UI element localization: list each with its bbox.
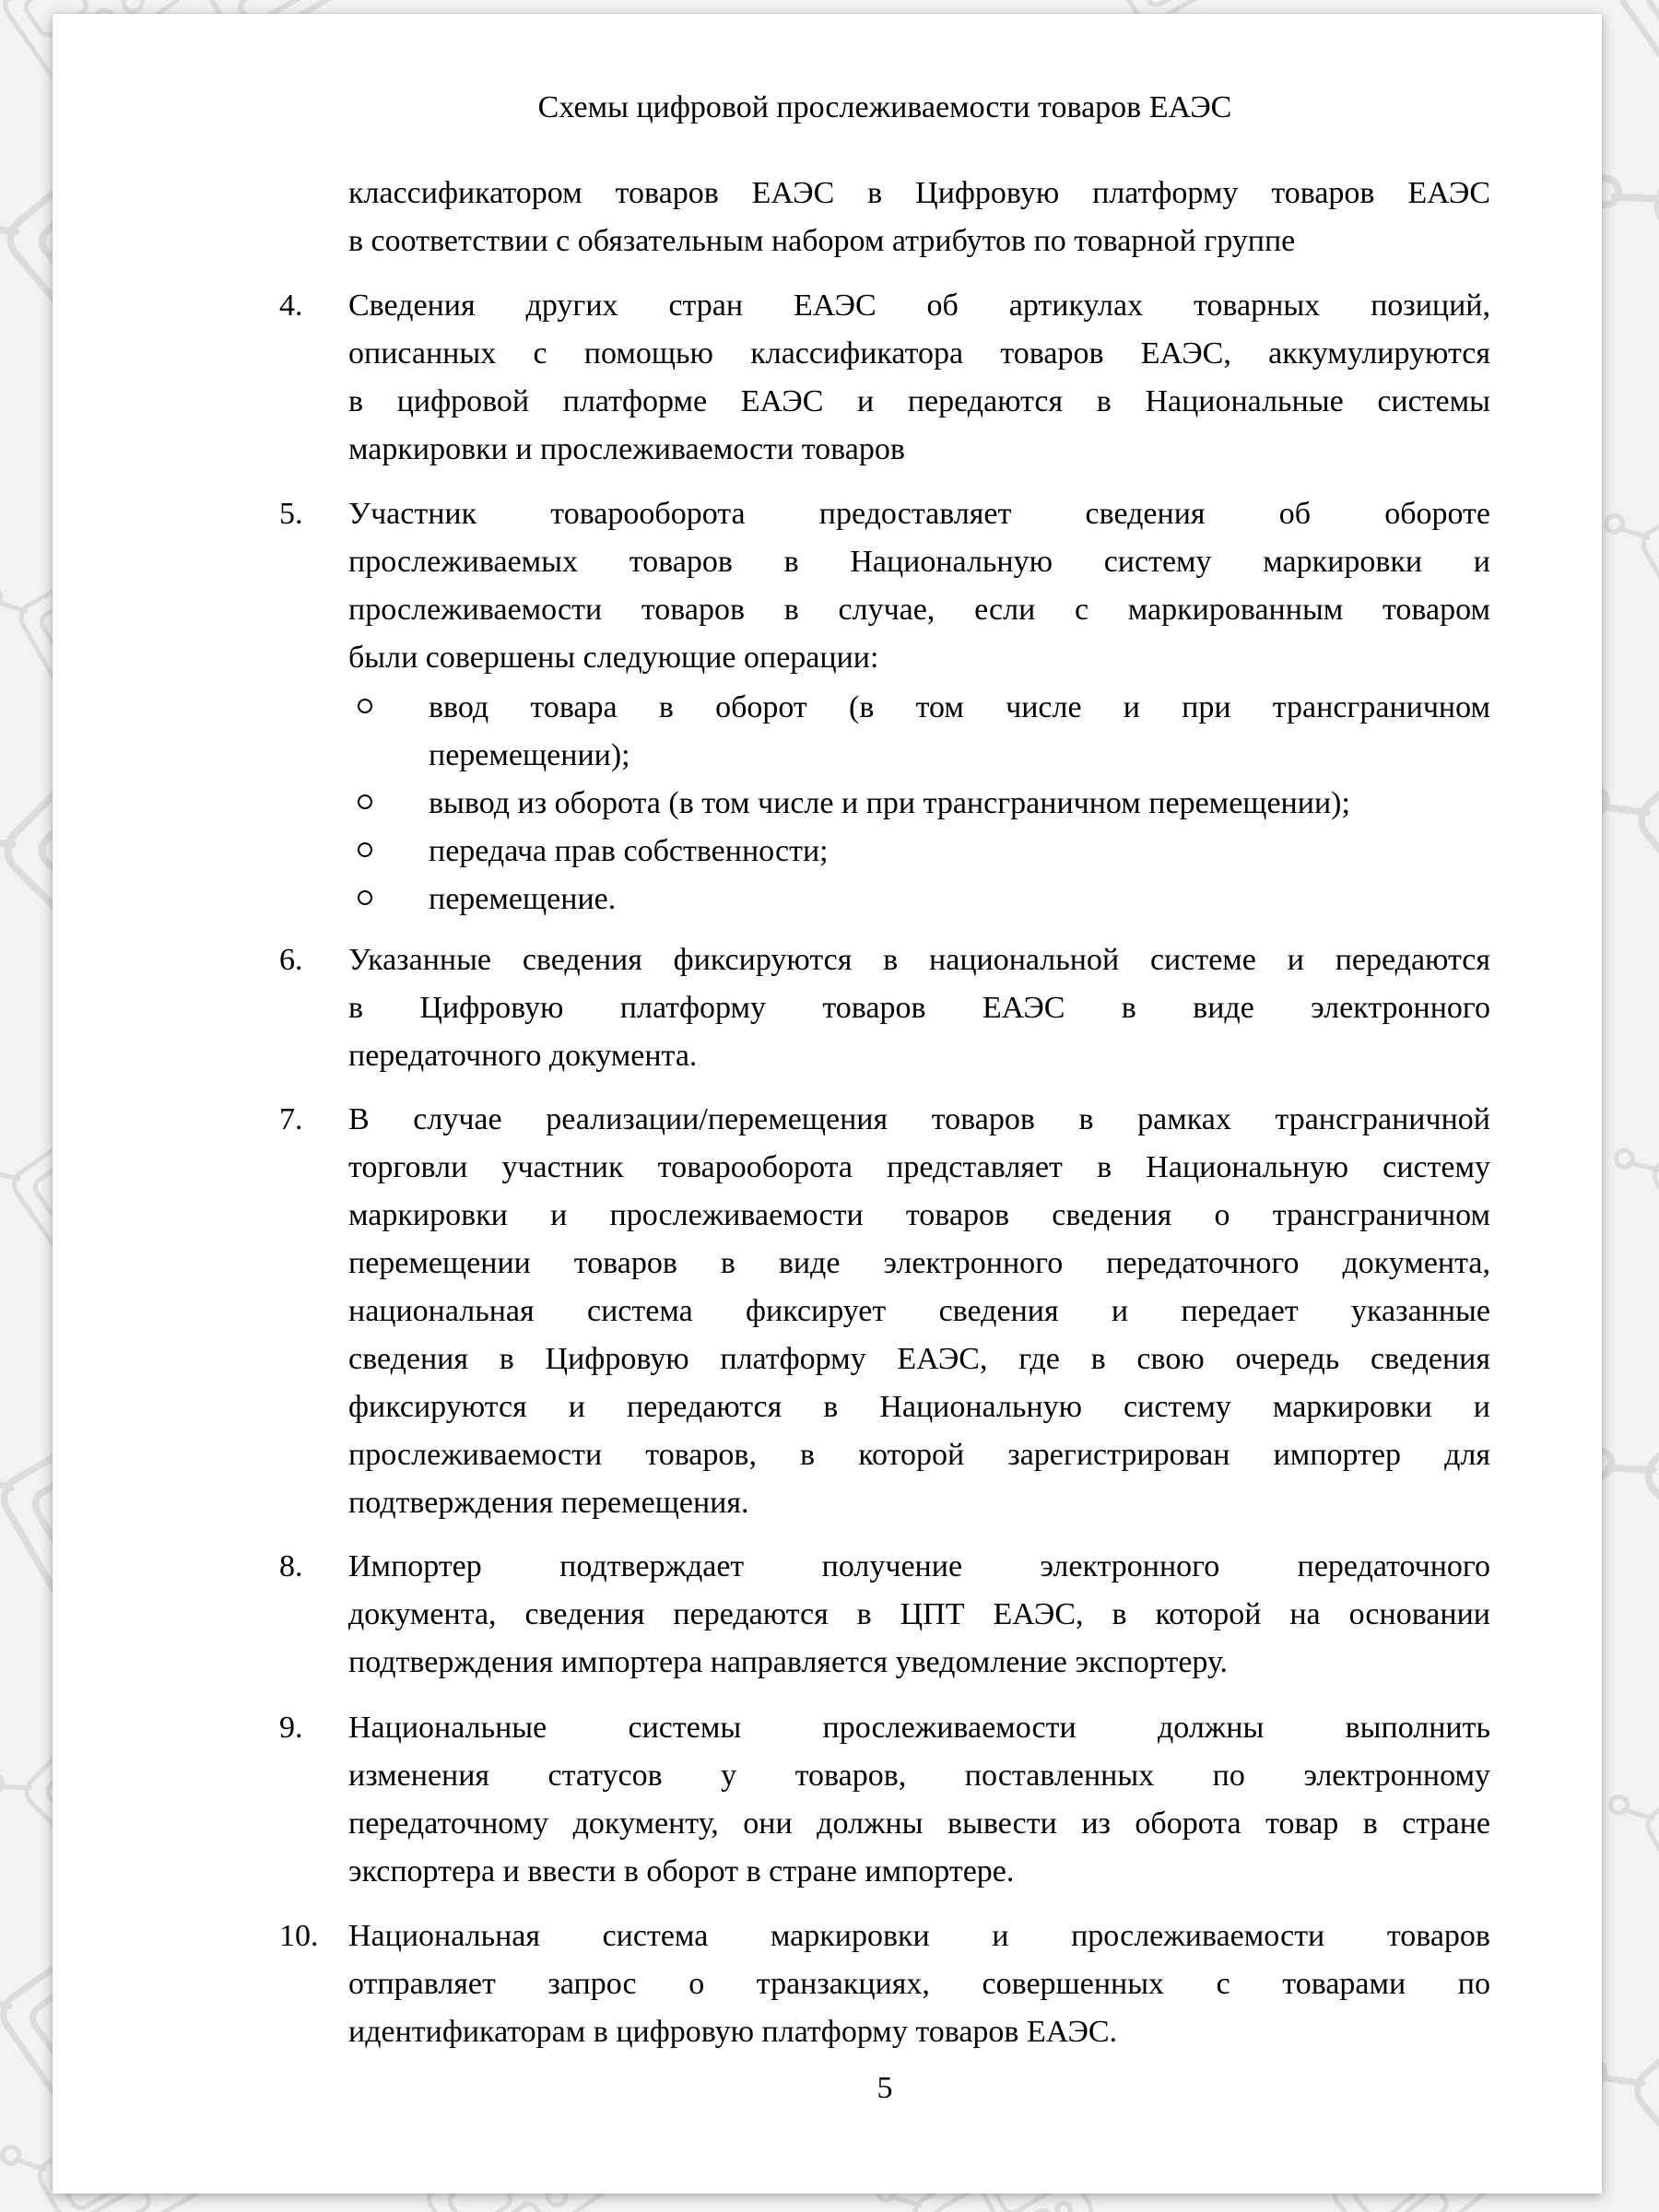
text-line: подтверждения импортера направляется уведомление экспортеру. bbox=[348, 1645, 1229, 1679]
bullet-item bbox=[279, 780, 1490, 828]
bullet-item bbox=[279, 828, 1490, 876]
item-number: 5. bbox=[279, 497, 303, 531]
text-line: перемещении товаров в виде электронного передаточного документа, bbox=[348, 1246, 1490, 1280]
circle-bullet-icon bbox=[358, 890, 372, 905]
list-item-6 bbox=[279, 936, 1490, 1080]
text-line: перемещение. bbox=[429, 882, 617, 916]
bullet-text bbox=[429, 828, 1490, 876]
item-text bbox=[348, 1543, 1490, 1687]
text-line: маркировки и прослеживаемости товаров сведения о трансграничном bbox=[348, 1198, 1490, 1232]
circle-bullet-icon bbox=[358, 842, 372, 857]
text-line: в Цифровую платформу товаров ЕАЭС в виде электронного bbox=[348, 991, 1490, 1025]
text-line: торговли участник товарооборота представляет в Национальную систему bbox=[348, 1150, 1490, 1184]
text-line: сведения в Цифровую платформу ЕАЭС, где в свою очередь сведения bbox=[348, 1342, 1490, 1376]
text-line: прослеживаемых товаров в Национальную систему маркировки и bbox=[348, 545, 1490, 579]
text-line: подтверждения перемещения. bbox=[348, 1486, 749, 1520]
item-text bbox=[348, 1704, 1490, 1896]
text-line: национальная система фиксирует сведения и передает указанные bbox=[348, 1294, 1490, 1328]
item-number: 9. bbox=[279, 1711, 303, 1745]
page-number: 5 bbox=[877, 2071, 893, 2105]
text-line: маркировки и прослеживаемости товаров bbox=[348, 432, 905, 466]
item-text bbox=[348, 1096, 1490, 1527]
item-number: 10. bbox=[279, 1919, 319, 1953]
text-line: описанных с помощью классификатора товаров ЕАЭС, аккумулируются bbox=[348, 336, 1490, 371]
text-line: Национальные системы прослеживаемости должны выполнить bbox=[348, 1711, 1490, 1745]
item-text bbox=[348, 282, 1490, 474]
text-line: Национальная система маркировки и прослеживаемости товаров bbox=[348, 1919, 1490, 1953]
text-line: классификатором товаров ЕАЭС в Цифровую платформу товаров ЕАЭС bbox=[348, 176, 1490, 210]
circle-bullet-icon bbox=[358, 794, 372, 809]
text-line: Участник товарооборота предоставляет сведения об обороте bbox=[348, 497, 1490, 531]
text-line: изменения статусов у товаров, поставленных по электронному bbox=[348, 1759, 1490, 1793]
text-line: ввод товара в оборот (в том числе и при трансграничном bbox=[429, 690, 1490, 724]
text-line: документа, сведения передаются в ЦПТ ЕАЭС, в которой на основании bbox=[348, 1597, 1490, 1631]
text-line: передаточного документа. bbox=[348, 1039, 698, 1073]
bullet-text bbox=[429, 780, 1490, 828]
text-line: Указанные сведения фиксируются в национальной системе и передаются bbox=[348, 943, 1490, 977]
item-text bbox=[348, 1912, 1490, 2056]
intro-paragraph bbox=[348, 170, 1490, 265]
text-line: были совершены следующие операции: bbox=[348, 641, 879, 675]
item-number: 4. bbox=[279, 288, 303, 323]
item-text bbox=[348, 490, 1490, 682]
item-number: 8. bbox=[279, 1549, 303, 1583]
item-number: 7. bbox=[279, 1102, 303, 1136]
text-line: передача прав собственности; bbox=[429, 834, 829, 868]
text-line: в цифровой платформе ЕАЭС и передаются в Национальные системы bbox=[348, 384, 1490, 418]
list-item-7 bbox=[279, 1096, 1490, 1527]
list-item-9 bbox=[279, 1704, 1490, 1896]
circle-bullet-icon bbox=[358, 699, 372, 713]
page-content bbox=[279, 84, 1490, 2112]
text-line: Импортер подтверждает получение электронного передаточного bbox=[348, 1549, 1490, 1583]
page-title: Схемы цифровой прослеживаемости товаров ЕАЭС bbox=[537, 90, 1232, 124]
list-item-5 bbox=[279, 490, 1490, 682]
list-item-10 bbox=[279, 1912, 1490, 2056]
text-line: передаточному документу, они должны вывести из оборота товар в стране bbox=[348, 1806, 1490, 1841]
bullet-text bbox=[429, 684, 1490, 780]
list-item-4 bbox=[279, 282, 1490, 474]
bullet-item bbox=[279, 876, 1490, 924]
text-line: прослеживаемости товаров, в которой зарегистрирован импортер для bbox=[348, 1438, 1490, 1472]
text-line: В случае реализации/перемещения товаров в рамках трансграничной bbox=[348, 1102, 1490, 1136]
bullet-item bbox=[279, 684, 1490, 780]
bullet-text bbox=[429, 876, 1490, 924]
text-line: экспортера и ввести в оборот в стране импортере. bbox=[348, 1854, 1015, 1888]
item-number: 6. bbox=[279, 943, 303, 977]
text-line: перемещении); bbox=[429, 738, 630, 772]
text-line: отправляет запрос о транзакциях, совершенных с товарами по bbox=[348, 1967, 1490, 2001]
text-line: в соответствии с обязательным набором атрибутов по товарной группе bbox=[348, 224, 1296, 258]
text-line: Сведения других стран ЕАЭС об артикулах товарных позиций, bbox=[348, 288, 1490, 323]
text-line: фиксируются и передаются в Национальную систему маркировки и bbox=[348, 1390, 1490, 1424]
item-text bbox=[348, 936, 1490, 1080]
list-item-8 bbox=[279, 1543, 1490, 1687]
text-line: вывод из оборота (в том числе и при трансграничном перемещении); bbox=[429, 786, 1350, 820]
text-line: идентификаторам в цифровую платформу товаров ЕАЭС. bbox=[348, 2015, 1118, 2049]
document-page bbox=[53, 14, 1602, 2194]
text-line: прослеживаемости товаров в случае, если с маркированным товаром bbox=[348, 593, 1490, 627]
bullet-list bbox=[279, 684, 1490, 924]
